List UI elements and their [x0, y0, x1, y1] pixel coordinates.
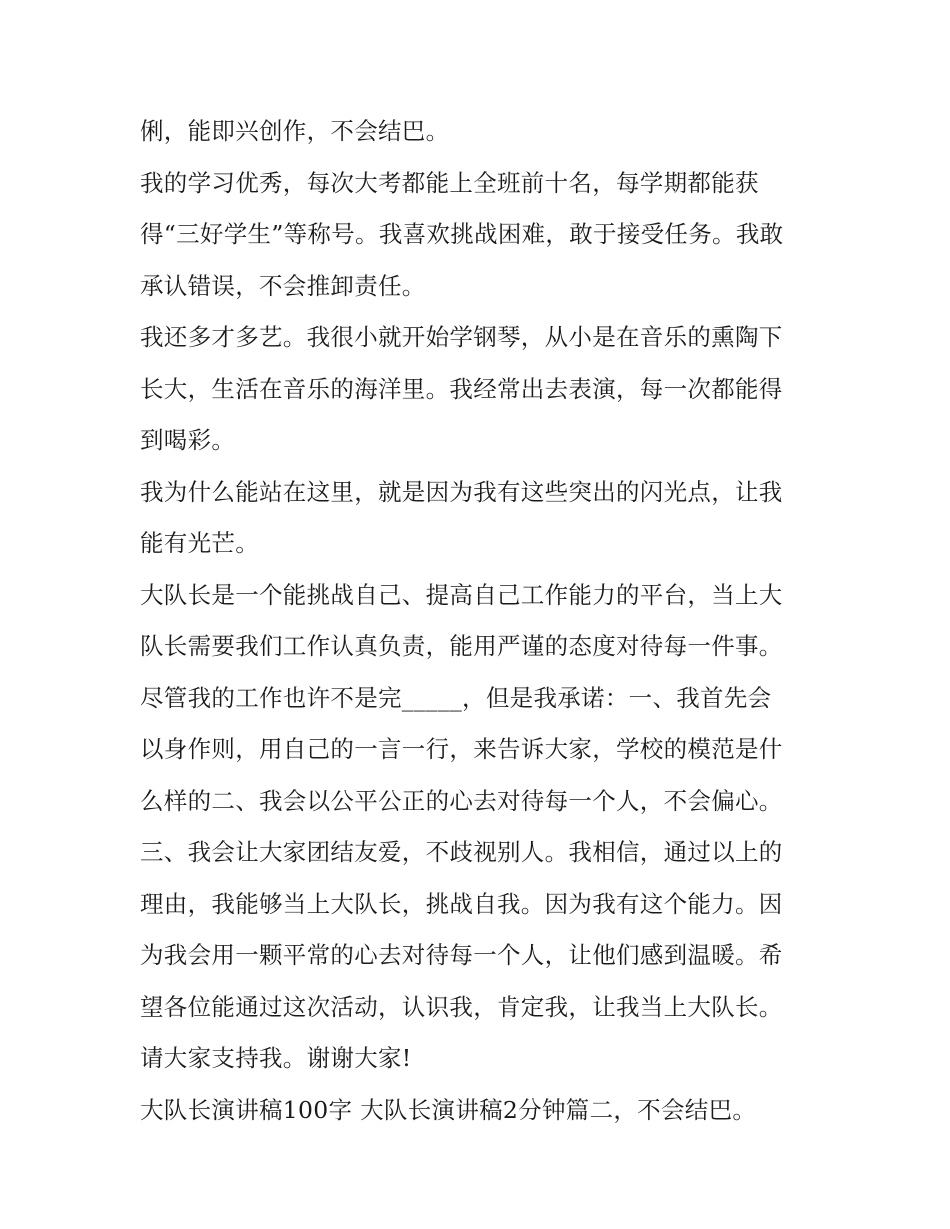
text-line: 我为什么能站在这里，就是因为我有这些突出的闪光点，让我 — [140, 477, 783, 506]
text-line: 长大，生活在音乐的海洋里。我经常出去表演，每一次都能得 — [140, 374, 783, 403]
text-line: 大队长演讲稿100字 大队长演讲稿2分钟篇二，不会结巴。 — [140, 1095, 757, 1124]
text-line: 请大家支持我。谢谢大家! — [140, 1044, 412, 1072]
text-line: 望各位能通过这次活动，认识我，肯定我，让我当上大队长。 — [140, 992, 783, 1021]
text-line: 么样的二、我会以公平公正的心去对待每一个人，不会偏心。 — [140, 786, 783, 815]
text-line: 能有光芒。 — [140, 529, 259, 557]
text-line: 以身作则，用自己的一言一行，来告诉大家，学校的模范是什 — [140, 735, 783, 763]
text-line: 尽管我的工作也许不是完_____，但是我承诺：一、我首先会 — [140, 683, 772, 712]
text-line: 三、我会让大家团结友爱，不歧视别人。我相信，通过以上的 — [140, 838, 783, 866]
text-line: 我的学习优秀，每次大考都能上全班前十名，每学期都能获 — [140, 168, 759, 197]
text-line: 承认错误，不会推卸责任。 — [140, 271, 426, 300]
text-line: 队长需要我们工作认真负责，能用严谨的态度对待每一件事。 — [140, 632, 783, 660]
document-body — [140, 106, 820, 1136]
text-line: 到喝彩。 — [140, 426, 236, 454]
text-line: 为我会用一颗平常的心去对待每一个人，让他们感到温暖。希 — [140, 941, 783, 969]
text-line: 理由，我能够当上大队长，挑战自我。因为我有这个能力。因 — [140, 889, 783, 918]
text-line: 大队长是一个能挑战自己、提高自己工作能力的平台，当上大 — [140, 580, 783, 609]
text-line: 俐，能即兴创作，不会结巴。 — [140, 117, 450, 145]
text-line: 我还多才多艺。我很小就开始学钢琴，从小是在音乐的熏陶下 — [140, 323, 783, 351]
text-line: 得“三好学生”等称号。我喜欢挑战困难，敢于接受任务。我敢 — [140, 220, 784, 248]
